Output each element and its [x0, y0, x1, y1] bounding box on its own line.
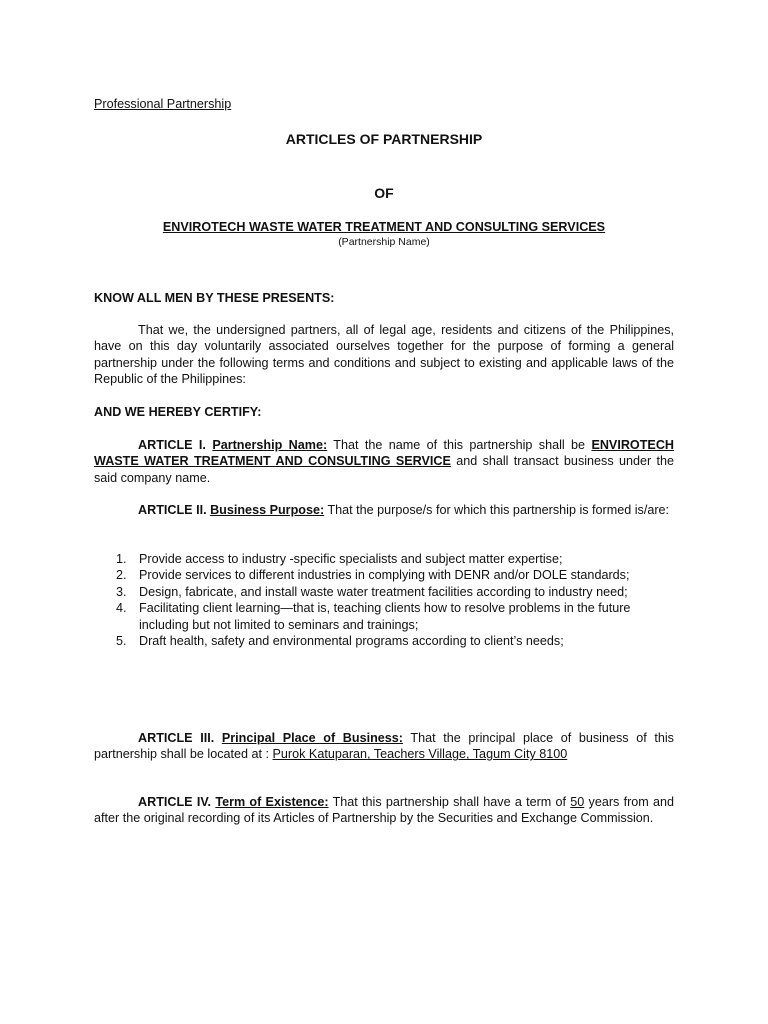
article-4-label: ARTICLE IV.: [138, 795, 212, 809]
article-3-heading: Principal Place of Business:: [221, 731, 403, 745]
article-2-text: That the purpose/s for which this partnership is formed is/are:: [327, 503, 670, 517]
document-title: ARTICLES OF PARTNERSHIP: [285, 131, 483, 147]
list-item-text: Design, fabricate, and install waste water treatment facilities according to industry need;: [139, 584, 628, 599]
list-item: [94, 567, 674, 583]
header-label: Professional Partnership: [94, 97, 232, 111]
list-item: [94, 584, 674, 600]
article-4-years: 50: [570, 795, 585, 809]
list-item: [94, 600, 674, 633]
list-item-text: Facilitating client learning—that is, teaching clients how to resolve problems in the future including but not limited to seminars and trainings;: [139, 601, 631, 632]
article-1-label: ARTICLE I.: [138, 438, 206, 452]
article-1-heading: Partnership Name:: [212, 438, 328, 452]
list-item-number: 2.: [116, 568, 127, 583]
list-item-number: 5.: [116, 634, 127, 649]
article-4-paragraph: [94, 794, 674, 827]
list-item-text: Provide services to different industries in complying with DENR and/or DOLE standards;: [139, 568, 630, 583]
article-4-heading: Term of Existence:: [215, 795, 329, 809]
know-all-men-heading: KNOW ALL MEN BY THESE PRESENTS:: [94, 291, 335, 305]
article-1-paragraph: [94, 437, 674, 486]
article-1-text-after: and shall transact business under the said company name.: [94, 454, 675, 485]
article-2-label: ARTICLE II.: [138, 503, 207, 517]
certify-heading: AND WE HEREBY CERTIFY:: [94, 405, 262, 419]
partnership-name-heading: ENVIROTECH WASTE WATER TREATMENT AND CONSULTING SERVICES: [162, 220, 606, 234]
article-2-heading: Business Purpose:: [210, 503, 325, 517]
list-item-number: 4.: [116, 601, 127, 616]
intro-paragraph: That we, the undersigned partners, all of legal age, residents and citizens of the Philippines, have on this day voluntarily associated ourselves together for the purpose of forming a general partnership under the following terms and conditions and subject to existing and applicable laws of the Republic of the Philippines:: [94, 323, 674, 387]
article-3-label: ARTICLE III.: [138, 731, 215, 745]
article-3-text: That the principal place of business of this partnership shall be located at :: [94, 731, 674, 762]
list-item-text: Provide access to industry -specific specialists and subject matter expertise;: [139, 552, 563, 566]
list-item-number: 1.: [116, 552, 127, 566]
article-1-company-name: ENVIROTECH WASTE WATER TREATMENT AND CONSULTING SERVICE: [94, 438, 675, 469]
title-of: OF: [374, 185, 394, 201]
list-item-number: 3.: [116, 584, 127, 599]
article-4-text-after: years from and after the original recording of its Articles of Partnership by the Securities and Exchange Commission.: [94, 795, 675, 826]
list-item: [94, 551, 674, 567]
list-item: [94, 633, 674, 649]
article-4-text-before: That this partnership shall have a term of: [332, 795, 567, 809]
article-1-text-before: That the name of this partnership shall be: [333, 438, 586, 452]
article-3-address: Purok Katuparan, Teachers Village, Tagum City 8100: [272, 747, 568, 762]
article-2-paragraph: [94, 502, 674, 518]
article-3-paragraph: [94, 730, 674, 763]
partnership-name-caption: (Partnership Name): [338, 236, 430, 248]
business-purpose-list: [94, 551, 674, 649]
list-item-text: Draft health, safety and environmental programs according to client’s needs;: [139, 634, 564, 649]
